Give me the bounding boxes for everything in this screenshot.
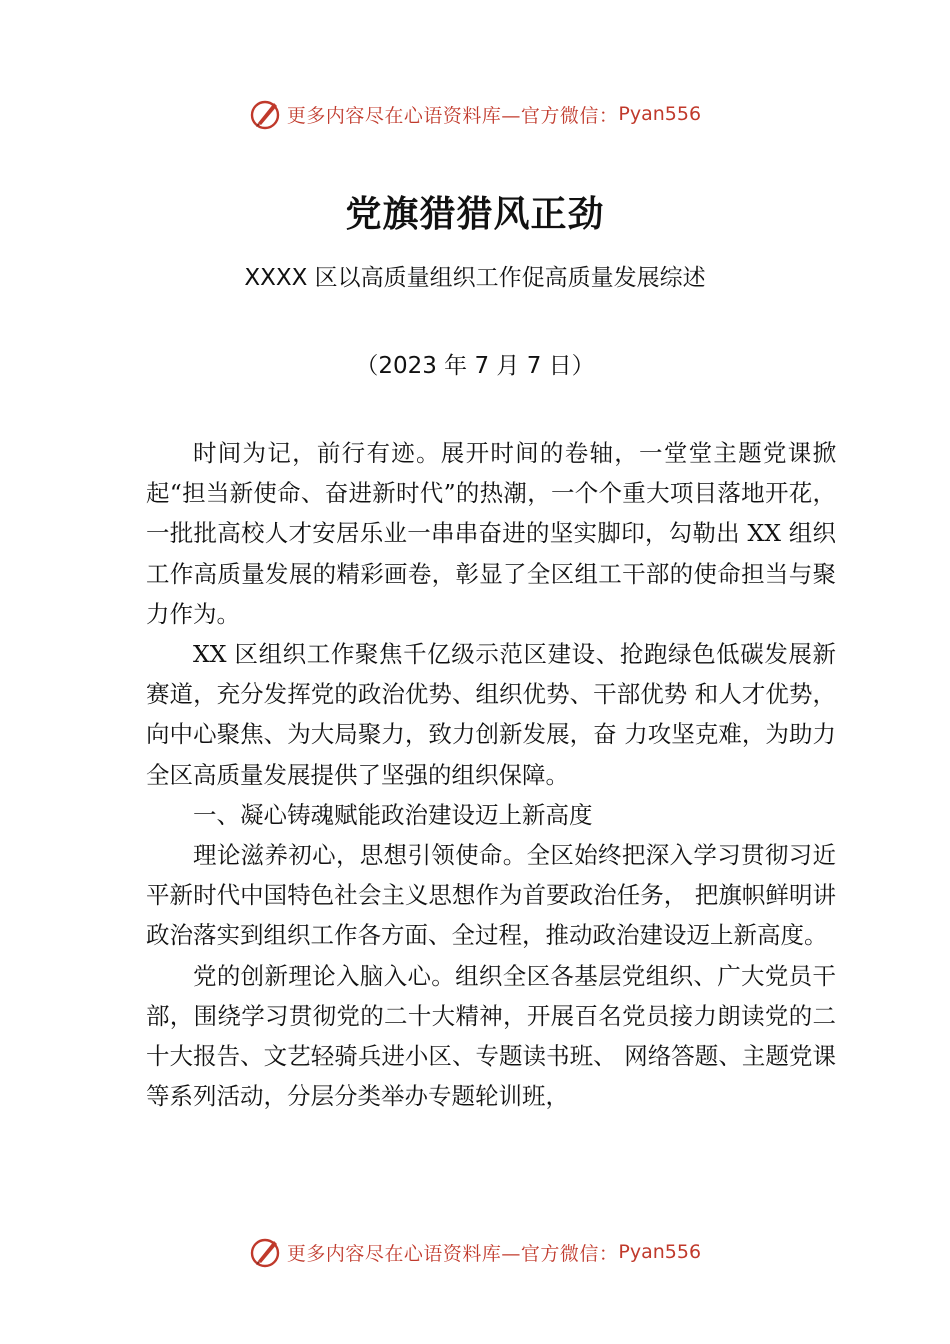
body-paragraph: 时间为记，前行有迹。展开时间的卷轴，一堂堂主题党课掀起“担当新使命、奋进新时代”的热潮，一个个重大项目落地开花，一批批高校人才安居乐业一串串奋进的坚实脚印，勾勒出 XX 组织工作高质量发展的精彩画卷，彰显了全区组工干部的使命担当与聚力作为。 [146,439,836,628]
watermark-wechat-id: Pyan556 [618,103,702,125]
watermark-banner-bottom [0,1232,950,1272]
document-body [146,433,836,1116]
watermark-text: 更多内容尽在心语资料库—官方微信： [286,104,619,127]
body-paragraph: 党的创新理论入脑入心。组织全区各基层党组织、广大党员干部，围绕学习贯彻党的二十大精神，开展百名党员接力朗读党的二十大报告、文艺轻骑兵进小区、专题读书班、 网络答题、主题党课等系列活动，分层分类举办专题轮训班， [146,961,836,1111]
quill-pen-logo-icon [249,97,283,131]
document-subtitle: XXXX 区以高质量组织工作促高质量发展综述 [244,265,706,291]
body-paragraph: XX 区组织工作聚焦千亿级示范区建设、抢跑绿色低碳发展新赛道，充分发挥党的政治优势、组织优势、干部优势 和人才优势，向中心聚焦、为大局聚力，致力创新发展，奋 力攻坚克难，为助力全区高质量发展提供了坚强的组织保障。 [146,640,836,789]
watermark-text: 更多内容尽在心语资料库—官方微信： [286,1242,619,1265]
watermark-wechat-id: Pyan556 [618,1241,702,1263]
body-paragraph: 理论滋养初心，思想引领使命。全区始终把深入学习贯彻习近平新时代中国特色社会主义思想作为首要政治任务， 把旗帜鲜明讲政治落实到组织工作各方面、全过程，推动政治建设迈上新高度。 [146,841,836,950]
document-date: （2023 年 7 月 7 日） [355,353,595,379]
quill-pen-logo-icon [249,1235,283,1269]
section-heading: 一、凝心铸魂赋能政治建设迈上新高度 [193,800,593,829]
watermark-banner-top [0,94,950,134]
document-title: 党旗猎猎风正劲 [345,193,605,235]
